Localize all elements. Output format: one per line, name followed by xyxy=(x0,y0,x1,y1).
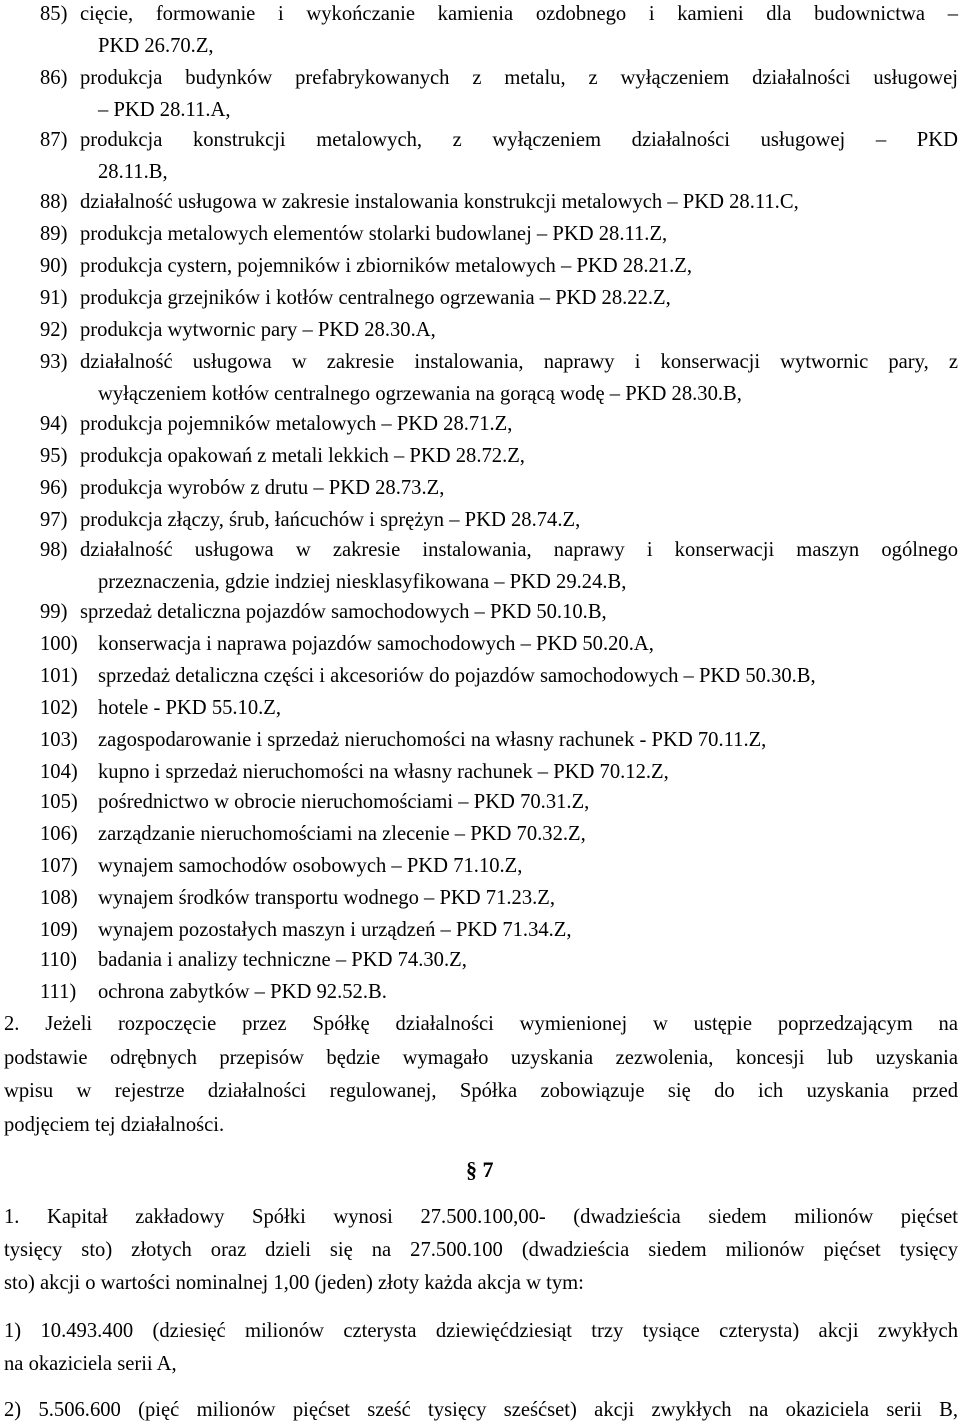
list-item-number: 88) xyxy=(40,191,68,213)
list-item-number: 92) xyxy=(40,319,68,341)
list-item-text-continued: PKD 26.70.Z, xyxy=(98,35,214,57)
list-item-number: 109) xyxy=(40,919,78,941)
list-item-text: kupno i sprzedaż nieruchomości na własny rachunek – PKD 70.12.Z, xyxy=(98,761,669,783)
list-item-text: hotele - PKD 55.10.Z, xyxy=(98,697,282,719)
list-item-text: produkcja pojemników metalowych – PKD 28.71.Z, xyxy=(80,413,513,435)
paragraph-line: podjęciem tej działalności. xyxy=(4,1113,225,1136)
list-item-number: 97) xyxy=(40,509,68,531)
list-item-number: 106) xyxy=(40,823,78,845)
list-item-number: 102) xyxy=(40,697,78,719)
list-item-number: 96) xyxy=(40,477,68,499)
list-item-text: konserwacja i naprawa pojazdów samochodowych – PKD 50.20.A, xyxy=(98,633,654,655)
list-item-text-continued: wyłączeniem kotłów centralnego ogrzewania na gorącą wodę – PKD 28.30.B, xyxy=(98,383,742,405)
list-item-number: 85) xyxy=(40,3,68,25)
list-item-text: produkcja konstrukcji metalowych, z wyłączeniem działalności usługowej – PKD xyxy=(80,129,958,151)
list-item-number: 110) xyxy=(40,949,77,971)
list-item-text: działalność usługowa w zakresie instalowania, naprawy i konserwacji maszyn ogólnego xyxy=(80,539,958,561)
list-item-text-continued: 28.11.B, xyxy=(98,161,168,183)
list-item-number: 89) xyxy=(40,223,68,245)
list-item-text: produkcja wyrobów z drutu – PKD 28.73.Z, xyxy=(80,477,445,499)
section-heading: § 7 xyxy=(466,1157,494,1182)
paragraph-line: sto) akcji o wartości nominalnej 1,00 (jeden) złoty każda akcja w tym: xyxy=(4,1272,584,1294)
paragraph-line: wpisu w rejestrze działalności regulowanej, Spółka zobowiązuje się do ich uzyskania przed xyxy=(4,1080,958,1102)
list-item-number: 100) xyxy=(40,633,78,655)
list-item-text-continued: przeznaczenia, gdzie indziej niesklasyfikowana – PKD 29.24.B, xyxy=(98,571,627,593)
paragraph-line: 2) 5.506.600 (pięć milionów pięćset sześć tysięcy sześćset) akcji zwykłych na okaziciela serii B, xyxy=(4,1399,958,1421)
list-item-number: 87) xyxy=(40,129,68,151)
list-item-number: 91) xyxy=(40,287,68,309)
list-item-text: produkcja budynków prefabrykowanych z metalu, z wyłączeniem działalności usługowej xyxy=(80,67,958,89)
list-item-text-continued: – PKD 28.11.A, xyxy=(98,99,231,121)
list-item-text: sprzedaż detaliczna pojazdów samochodowych – PKD 50.10.B, xyxy=(80,601,607,623)
list-item-text: badania i analizy techniczne – PKD 74.30.Z, xyxy=(98,949,467,971)
list-item-number: 98) xyxy=(40,539,68,561)
list-item-number: 111) xyxy=(40,981,77,1003)
list-item-text: sprzedaż detaliczna części i akcesoriów do pojazdów samochodowych – PKD 50.30.B, xyxy=(98,665,816,687)
list-item-number: 101) xyxy=(40,665,78,687)
paragraph-line: tysięcy sto) złotych oraz dzieli się na 27.500.100 (dwadzieścia siedem milionów pięćset tysięcy xyxy=(4,1239,958,1261)
paragraph-line: na okaziciela serii A, xyxy=(4,1353,177,1375)
list-item-number: 104) xyxy=(40,761,78,783)
list-item-number: 103) xyxy=(40,729,78,751)
list-item-number: 90) xyxy=(40,255,68,277)
list-item-text: produkcja wytwornic pary – PKD 28.30.A, xyxy=(80,319,436,341)
list-item-text: produkcja złączy, śrub, łańcuchów i sprężyn – PKD 28.74.Z, xyxy=(80,509,581,531)
list-item-text: pośrednictwo w obrocie nieruchomościami – PKD 70.31.Z, xyxy=(98,791,590,813)
paragraph-line: 1. Kapitał zakładowy Spółki wynosi 27.500.100,00- (dwadzieścia siedem milionów pięćset xyxy=(4,1206,958,1228)
list-item-number: 108) xyxy=(40,887,78,909)
list-item-text: cięcie, formowanie i wykończanie kamienia ozdobnego i kamieni dla budownictwa – xyxy=(80,3,958,25)
list-item-text: ochrona zabytków – PKD 92.52.B. xyxy=(98,981,387,1003)
paragraph-line: 1) 10.493.400 (dziesięć milionów czterysta dziewięćdziesiąt trzy tysiące czterysta) akcji zwykłych xyxy=(4,1320,958,1342)
list-item-text: produkcja opakowań z metali lekkich – PKD 28.72.Z, xyxy=(80,445,525,467)
paragraph-line: 2. Jeżeli rozpoczęcie przez Spółkę działalności wymienionej w ustępie poprzedzającym na xyxy=(4,1013,958,1035)
list-item-text: produkcja cystern, pojemników i zbiorników metalowych – PKD 28.21.Z, xyxy=(80,255,692,277)
list-item-text: produkcja grzejników i kotłów centralnego ogrzewania – PKD 28.22.Z, xyxy=(80,287,671,309)
list-item-number: 107) xyxy=(40,855,78,877)
list-item-number: 99) xyxy=(40,601,68,623)
list-item-text: produkcja metalowych elementów stolarki budowlanej – PKD 28.11.Z, xyxy=(80,223,668,245)
list-item-number: 105) xyxy=(40,791,78,813)
list-item-number: 93) xyxy=(40,351,68,373)
list-item-text: działalność usługowa w zakresie instalowania konstrukcji metalowych – PKD 28.11.C, xyxy=(80,191,799,213)
list-item-text: wynajem środków transportu wodnego – PKD 71.23.Z, xyxy=(98,887,556,909)
list-item-text: wynajem pozostałych maszyn i urządzeń – PKD 71.34.Z, xyxy=(98,919,572,941)
list-item-number: 94) xyxy=(40,413,68,435)
list-item-text: zagospodarowanie i sprzedaż nieruchomości na własny rachunek - PKD 70.11.Z, xyxy=(98,729,767,751)
list-item-text: wynajem samochodów osobowych – PKD 71.10.Z, xyxy=(98,855,523,877)
list-item-number: 95) xyxy=(40,445,68,467)
list-item-number: 86) xyxy=(40,67,68,89)
paragraph-line: podstawie odrębnych przepisów będzie wymagało uzyskania zezwolenia, koncesji lub uzyskania xyxy=(4,1046,958,1069)
list-item-text: zarządzanie nieruchomościami na zlecenie – PKD 70.32.Z, xyxy=(98,823,586,845)
list-item-text: działalność usługowa w zakresie instalowania, naprawy i konserwacji wytwornic pary, z xyxy=(80,351,958,373)
